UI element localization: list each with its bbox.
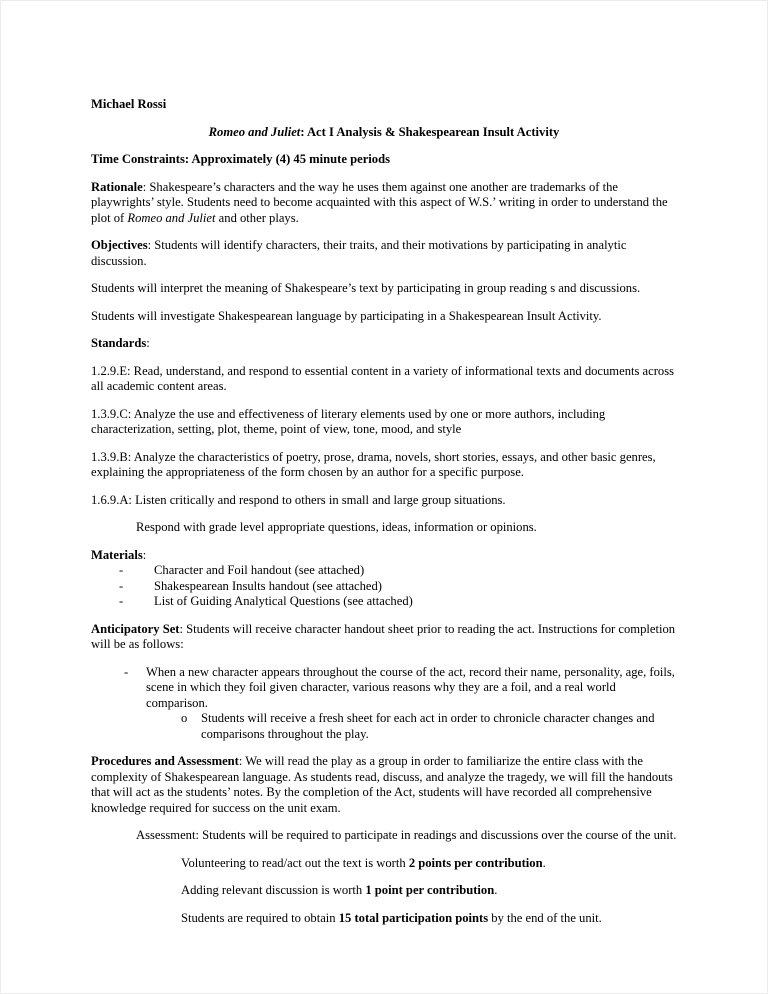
rationale-italic: Romeo and Juliet	[127, 210, 216, 225]
standards-colon: :	[146, 336, 150, 350]
assessment-point-3-end: by the end of the unit.	[488, 910, 602, 925]
materials-label: Materials	[91, 547, 143, 562]
assessment-point-1-end: .	[542, 855, 546, 870]
dash-bullet: -	[124, 664, 129, 679]
assessment-point-2-bold: 1 point per contribution	[365, 883, 495, 897]
anticipatory-sub-item-text: Students will receive a fresh sheet for each act in order to chronicle character changes and comparisons throughout the play.	[201, 711, 655, 741]
standard-4-sub: Respond with grade level appropriate questions, ideas, information or opinions.	[136, 520, 537, 534]
objectives-paragraph-3: Students will investigate Shakespearean language by participating in a Shakespearean Insult Activity.	[91, 308, 602, 323]
anticipatory-item	[91, 665, 677, 712]
rationale-label: Rationale	[91, 179, 143, 194]
procedures-paragraph	[91, 754, 677, 816]
rationale-text-1: : Shakespeare’s characters and the way he uses them against one another are trademarks of the playwrights’ style. Students need to become acquainted with this aspect of W.S.’ writing in order to understand the plot of	[91, 179, 668, 225]
procedures-text: : We will read the play as a group in order to familiarize the entire class with the complexity of Shakespearean language. As students read, discuss, and analyze the tragedy, we will fill the handouts that will act as the students’ notes. By the completion of the Act, students will have recorded all comprehensive knowledge required for success on the unit exam.	[91, 754, 673, 815]
standard-2: 1.3.9.C: Analyze the use and effectiveness of literary elements used by one or more authors, including characterization, setting, plot, theme, point of view, tone, mood, and style	[91, 406, 606, 436]
assessment-point-3-bold: 15 total participation points	[338, 910, 489, 925]
materials-section	[91, 548, 677, 610]
o-bullet: o	[181, 711, 188, 725]
anticipatory-paragraph	[91, 622, 677, 653]
assessment-point-1-bold: 2 points per contribution	[408, 855, 543, 870]
materials-item-text: Shakespearean Insults handout (see attached)	[154, 578, 382, 593]
assessment-point-2-end: .	[494, 883, 498, 897]
standard-4: 1.6.9.A: Listen critically and respond to others in small and large group situations.	[91, 492, 506, 507]
document-title	[91, 125, 677, 141]
assessment-point-2	[181, 883, 677, 899]
rationale-paragraph	[91, 180, 677, 227]
assessment-intro: Assessment: Students will be required to participate in readings and discussions over the course of the unit.	[136, 828, 677, 842]
dash-bullet: -	[119, 594, 124, 608]
author-line: Michael Rossi	[91, 97, 167, 111]
dash-bullet: -	[119, 578, 124, 593]
rationale-text-2: and other plays.	[215, 210, 299, 225]
assessment-point-3-text: Students are required to obtain	[181, 910, 339, 925]
procedures-label: Procedures and Assessment	[91, 754, 239, 768]
anticipatory-text: : Students will receive character handout sheet prior to reading the act. Instructions for completion will be as follows:	[91, 621, 676, 651]
standards-heading	[91, 336, 677, 352]
anticipatory-item-text: When a new character appears throughout the course of the act, record their name, personality, age, foils, scene in which they foil given character, various reasons why they are a foil, and a real world comparison.	[146, 664, 675, 710]
standard-3: 1.3.9.B: Analyze the characteristics of poetry, prose, drama, novels, short stories, essays, and other basic genres, explaining the appropriateness of the form chosen by an author for a specific purpose.	[91, 449, 656, 479]
materials-item	[91, 579, 677, 595]
materials-item	[91, 563, 677, 579]
materials-item	[91, 594, 677, 610]
title-italic-part: Romeo and Juliet	[208, 124, 301, 139]
time-constraints-line: Time Constraints: Approximately (4) 45 minute periods	[91, 152, 390, 166]
anticipatory-label: Anticipatory Set	[91, 621, 180, 636]
materials-colon: :	[142, 547, 147, 562]
standard-1: 1.2.9.E: Read, understand, and respond to essential content in a variety of informational texts and documents across all academic content areas.	[91, 363, 675, 393]
objectives-paragraph	[91, 238, 677, 269]
assessment-point-1-text: Volunteering to read/act out the text is worth	[181, 855, 409, 870]
anticipatory-sub-item	[91, 711, 677, 742]
dash-bullet: -	[119, 563, 124, 577]
materials-item-text: Character and Foil handout (see attached)	[154, 563, 365, 577]
objectives-label: Objectives	[91, 238, 148, 252]
materials-item-text: List of Guiding Analytical Questions (see attached)	[154, 594, 413, 608]
title-rest: : Act I Analysis & Shakespearean Insult Activity	[300, 124, 560, 139]
objectives-text: : Students will identify characters, their traits, and their motivations by participating in analytic discussion.	[91, 238, 627, 268]
assessment-point-1	[181, 856, 677, 872]
standards-label: Standards	[91, 336, 147, 350]
anticipatory-list	[91, 665, 677, 743]
materials-heading	[91, 548, 677, 564]
assessment-point-2-text: Adding relevant discussion is worth	[181, 883, 366, 897]
assessment-point-3	[181, 911, 677, 927]
objectives-paragraph-2: Students will interpret the meaning of Shakespeare’s text by participating in group reading s and discussions.	[91, 281, 641, 295]
